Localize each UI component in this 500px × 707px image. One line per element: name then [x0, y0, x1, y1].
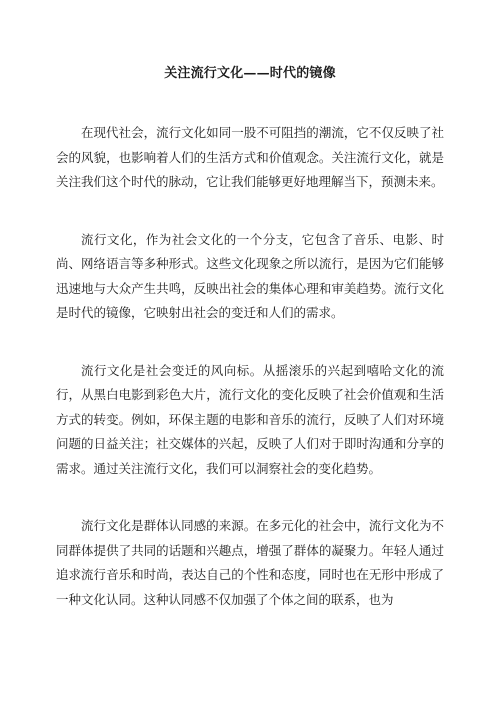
- paragraph-4: 流行文化是群体认同感的来源。在多元化的社会中，流行文化为不同群体提供了共同的话题和兴趣点，增强了群体的凝聚力。年轻人通过追求流行音乐和时尚，表达自己的个性和态度，同时也在无形中形成了一种文化认同。这种认同感不仅加强了个体之间的联系，也为: [56, 518, 444, 607]
- paragraph-1: 在现代社会，流行文化如同一股不可阻挡的潮流，它不仅反映了社会的风貌，也影响着人们的生活方式和价值观念。关注流行文化，就是关注我们这个时代的脉动，它让我们能够更好地理解当下，预测未来。: [56, 125, 444, 189]
- paragraph-3: 流行文化是社会变迁的风向标。从摇滚乐的兴起到嘻哈文化的流行，从黑白电影到彩色大片，流行文化的变化反映了社会价值观和生活方式的转变。例如，环保主题的电影和音乐的流行，反映了人们对环境问题的日益关注；社交媒体的兴起，反映了人们对于即时沟通和分享的需求。通过关注流行文化，我们可以洞察社会的变化趋势。: [56, 362, 444, 476]
- paragraph-2: 流行文化，作为社会文化的一个分支，它包含了音乐、电影、时尚、网络语言等多种形式。这些文化现象之所以流行，是因为它们能够迅速地与大众产生共鸣，反映出社会的集体心理和审美趋势。流行文化是时代的镜像，它映射出社会的变迁和人们的需求。: [56, 231, 444, 320]
- document-title: 关注流行文化——时代的镜像: [164, 66, 336, 81]
